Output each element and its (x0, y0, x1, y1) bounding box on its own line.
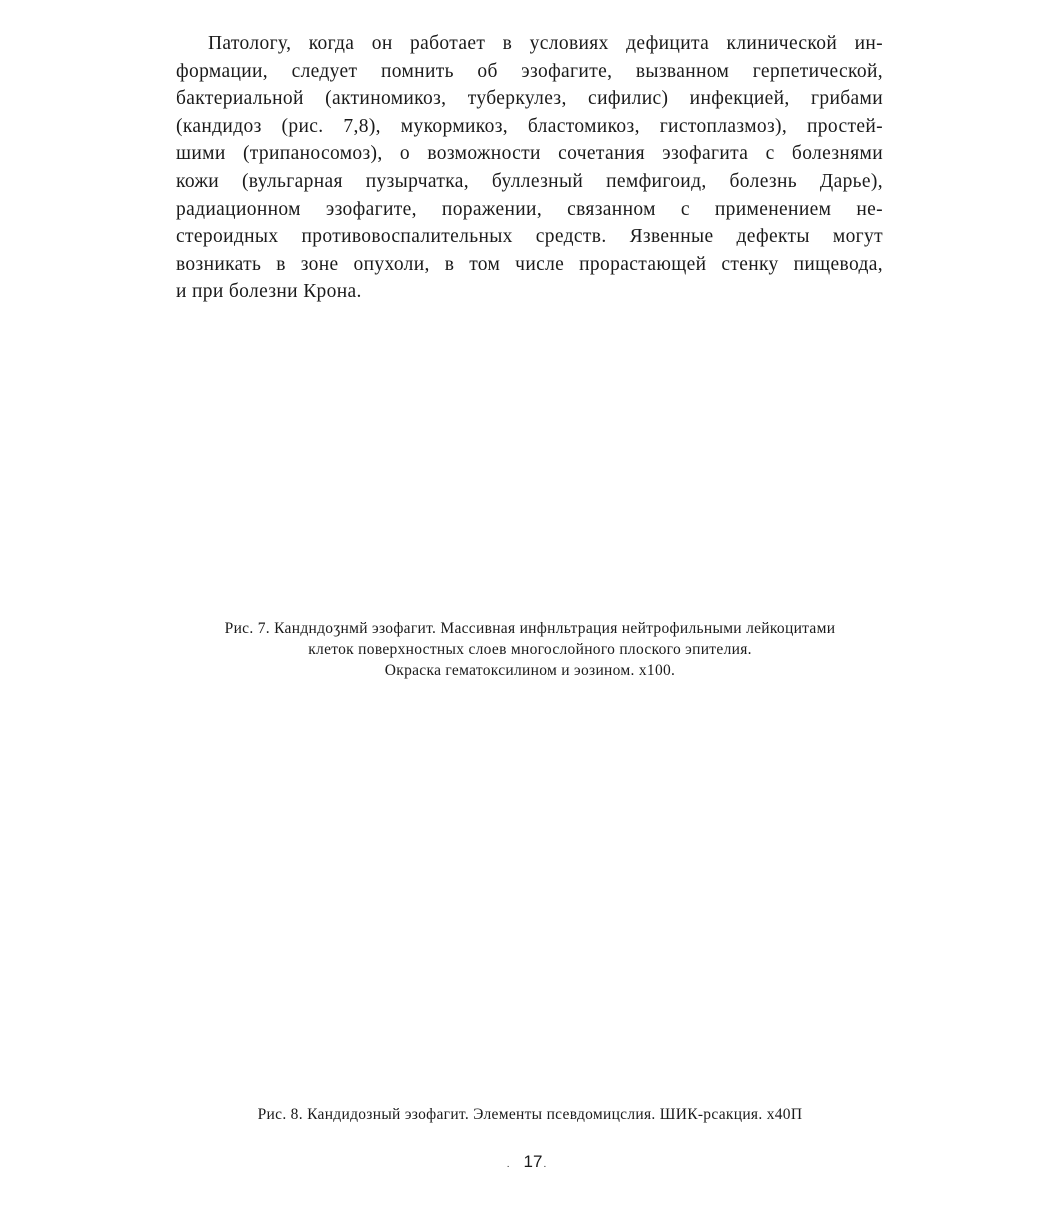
paragraph-line: возникать в зоне опухоли, в том числе прорастающей стенку пищевода, (176, 253, 883, 275)
figure-7-image-area (176, 318, 883, 614)
paragraph-line: кожи (вульгарная пузырчатка, буллезный пемфигоид, болезнь Дарье), (176, 170, 883, 192)
paragraph-line: и при болезни Крона. (176, 281, 362, 303)
page-number (0, 1152, 1053, 1172)
paragraph-line: формации, следует помнить об эзофагите, вызванном герпетической, (176, 60, 883, 82)
caption-line: Рис. 7. Кандндоʒнмй эзофагит. Массивная инфнльтрация нейтрофильными лейкоцитами (224, 620, 836, 637)
figure-8-image-area (176, 690, 883, 1100)
paragraph-line: Патологу, когда он работает в условиях дефицита клинической ин- (208, 33, 883, 54)
paragraph-line: радиационном эзофагите, поражении, связанном с применением не- (176, 198, 883, 220)
page-number-value: 17 (523, 1152, 543, 1171)
caption-line: клеток поверхностных слоев многослойного плоского эпителия. (308, 641, 752, 658)
caption-line: Рис. 8. Кандидозный эзофагит. Элементы псевдомицслия. ШИК-рсакция. x40П (257, 1106, 803, 1123)
paragraph-line: (кандидоз (рис. 7,8), мукормикоз, бластомикоз, гистоплазмоз), простей- (176, 115, 883, 137)
page-number-right-mark: . (543, 1159, 547, 1170)
paragraph-line: стероидных противовоспалительных средств. Язвенные дефекты могут (176, 226, 883, 248)
figure-7-caption (150, 618, 910, 681)
paragraph-line: шими (трипаносомоз), о возможности сочетания эзофагита с болезнями (176, 143, 883, 165)
caption-line: Окраска гематоксилином и эозином. x100. (384, 662, 676, 679)
body-paragraph (176, 30, 883, 306)
figure-8-caption (150, 1104, 910, 1125)
paragraph-line: бактериальной (актиномикоз, туберкулез, сифилис) инфекцией, грибами (176, 88, 883, 110)
page-number-left-mark: . (506, 1159, 510, 1170)
